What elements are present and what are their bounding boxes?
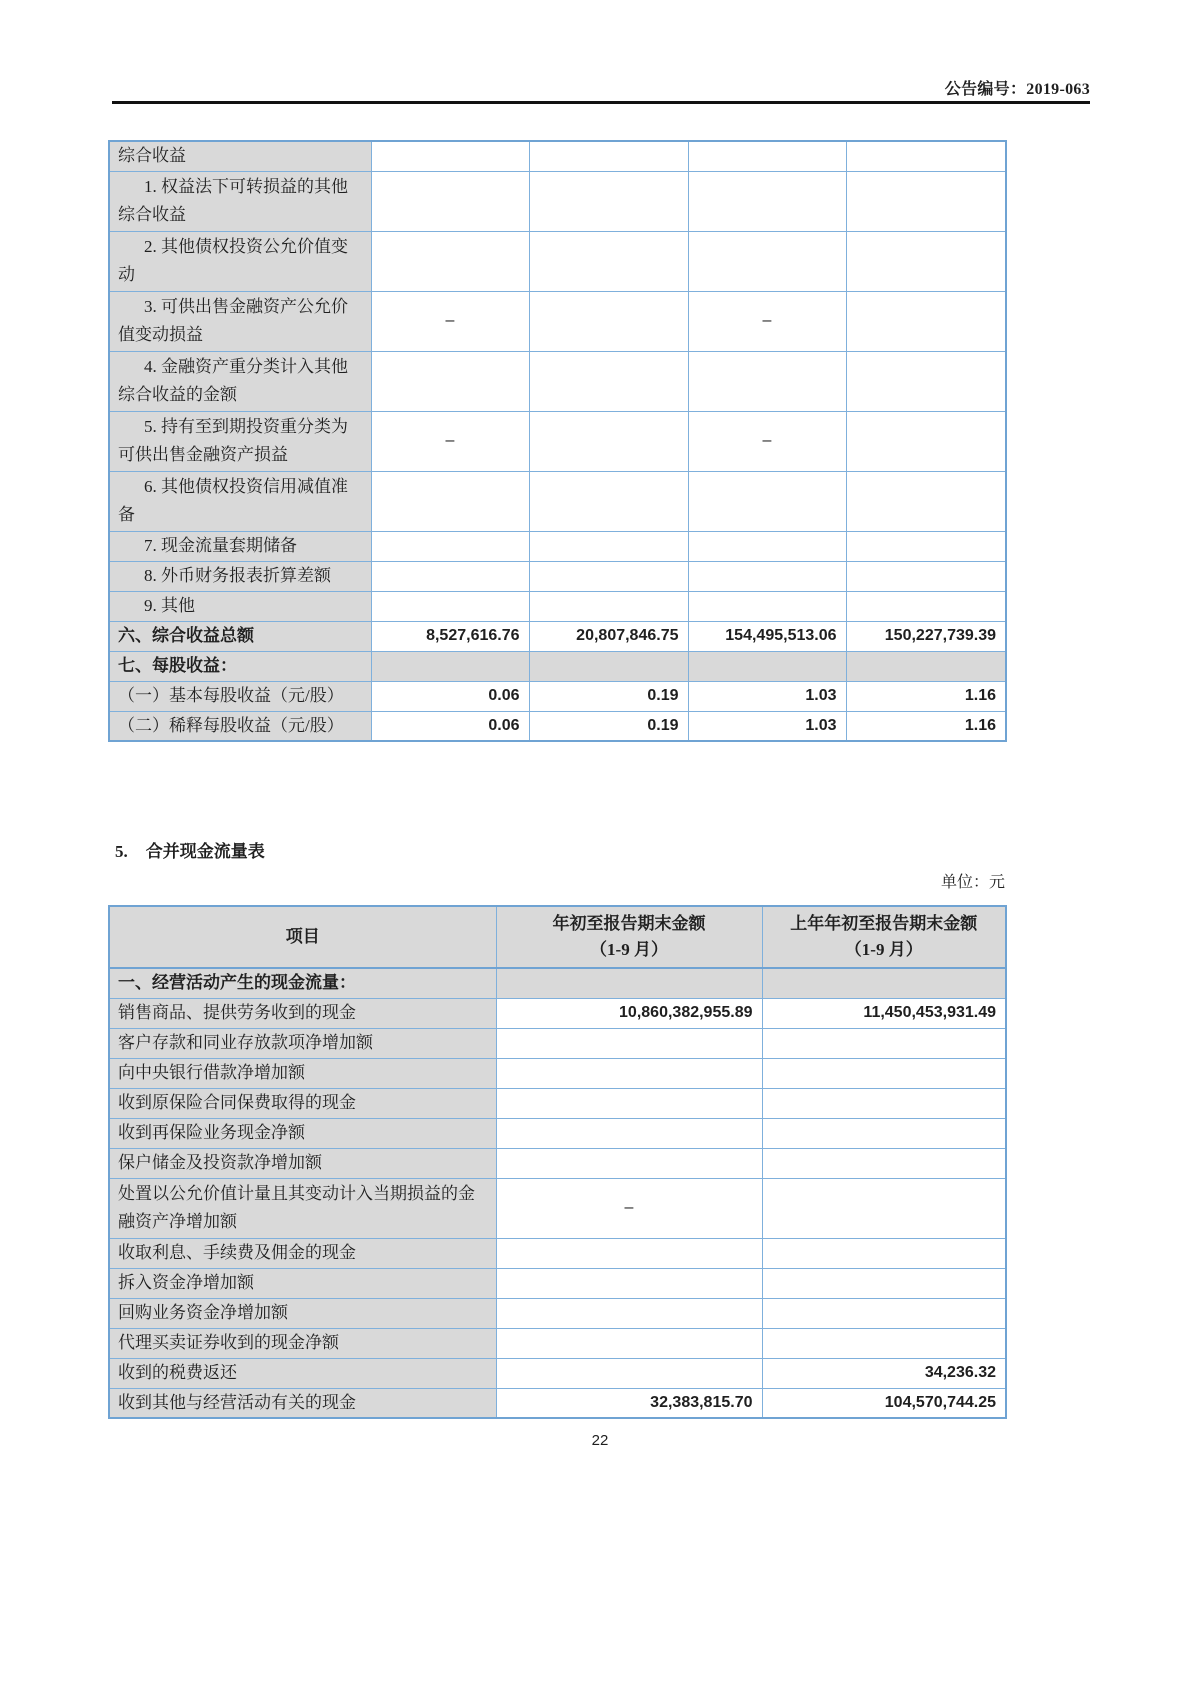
value-cell: [846, 591, 1006, 621]
table-row: [109, 968, 1006, 998]
value-cell: 154,495,513.06: [688, 621, 846, 651]
table-row: [109, 171, 1006, 231]
value-cell: 0.19: [529, 681, 688, 711]
cashflow-table-header: [109, 906, 1006, 968]
row-label-cell: 客户存款和同业存放款项净增加额: [109, 1028, 496, 1058]
row-label-cell: 收到的税费返还: [109, 1358, 496, 1388]
value-cell: 104,570,744.25: [762, 1388, 1006, 1418]
value-cell: [529, 171, 688, 231]
table-row: [109, 1118, 1006, 1148]
row-label-cell: 5. 持有至到期投资重分类为可供出售金融资产损益: [109, 411, 371, 471]
row-label-cell: 六、综合收益总额: [109, 621, 371, 651]
row-label-cell: 6. 其他债权投资信用减值准备: [109, 471, 371, 531]
value-cell: [688, 531, 846, 561]
value-cell: [529, 141, 688, 171]
value-cell: [529, 411, 688, 471]
value-cell: –: [371, 411, 529, 471]
table-row: [109, 561, 1006, 591]
value-cell: [846, 471, 1006, 531]
value-cell: 10,860,382,955.89: [496, 998, 762, 1028]
table-row: [109, 591, 1006, 621]
value-cell: [846, 561, 1006, 591]
value-cell: 8,527,616.76: [371, 621, 529, 651]
value-cell: [496, 1088, 762, 1118]
value-cell: [496, 1058, 762, 1088]
table-row: [109, 1028, 1006, 1058]
table-row: [109, 1088, 1006, 1118]
value-cell: [371, 531, 529, 561]
table-row: [109, 681, 1006, 711]
row-label-cell: 保户储金及投资款净增加额: [109, 1148, 496, 1178]
value-cell: [762, 1238, 1006, 1268]
table-row: [109, 711, 1006, 741]
notice-number: 公告编号：2019-063: [944, 81, 1090, 98]
value-cell: 1.16: [846, 711, 1006, 741]
value-cell: [688, 651, 846, 681]
value-cell: [371, 171, 529, 231]
value-cell: [496, 1328, 762, 1358]
value-cell: –: [688, 291, 846, 351]
row-label-cell: 拆入资金净增加额: [109, 1268, 496, 1298]
table-row: [109, 1298, 1006, 1328]
value-cell: [846, 141, 1006, 171]
value-cell: [762, 1148, 1006, 1178]
value-cell: [529, 351, 688, 411]
value-cell: 0.06: [371, 681, 529, 711]
value-cell: [762, 1028, 1006, 1058]
value-cell: [371, 561, 529, 591]
table-row: [109, 1358, 1006, 1388]
row-label-cell: 收取利息、手续费及佣金的现金: [109, 1238, 496, 1268]
value-cell: 0.06: [371, 711, 529, 741]
value-cell: [846, 651, 1006, 681]
value-cell: [371, 141, 529, 171]
section-title: [115, 837, 265, 862]
row-label-cell: 8. 外币财务报表折算差额: [109, 561, 371, 591]
value-cell: [496, 1148, 762, 1178]
value-cell: [846, 531, 1006, 561]
row-label-cell: 向中央银行借款净增加额: [109, 1058, 496, 1088]
table-row: [109, 1178, 1006, 1238]
value-cell: [496, 1298, 762, 1328]
row-label-cell: 3. 可供出售金融资产公允价值变动损益: [109, 291, 371, 351]
table-row: [109, 1388, 1006, 1418]
row-label-cell: 处置以公允价值计量且其变动计入当期损益的金融资产净增加额: [109, 1178, 496, 1238]
value-cell: [762, 1058, 1006, 1088]
value-cell: [371, 471, 529, 531]
value-cell: [846, 171, 1006, 231]
value-cell: [846, 231, 1006, 291]
value-cell: [496, 1238, 762, 1268]
value-cell: [496, 1028, 762, 1058]
value-cell: 32,383,815.70: [496, 1388, 762, 1418]
row-label-cell: 9. 其他: [109, 591, 371, 621]
table-row: [109, 651, 1006, 681]
value-cell: 0.19: [529, 711, 688, 741]
value-cell: [762, 1088, 1006, 1118]
row-label-cell: 综合收益: [109, 141, 371, 171]
row-label-cell: 收到再保险业务现金净额: [109, 1118, 496, 1148]
row-label-cell: 收到原保险合同保费取得的现金: [109, 1088, 496, 1118]
value-cell: 1.03: [688, 681, 846, 711]
header-line: （1-9 月）: [844, 940, 923, 959]
row-label-cell: （二）稀释每股收益（元/股）: [109, 711, 371, 741]
table-row: [109, 1148, 1006, 1178]
section-title-text: 合并现金流量表: [145, 842, 265, 861]
value-cell: [371, 591, 529, 621]
value-cell: 150,227,739.39: [846, 621, 1006, 651]
value-cell: 11,450,453,931.49: [762, 998, 1006, 1028]
table-row: [109, 531, 1006, 561]
value-cell: 34,236.32: [762, 1358, 1006, 1388]
value-cell: [688, 171, 846, 231]
income-statement-table: [108, 140, 1007, 742]
value-cell: 1.16: [846, 681, 1006, 711]
table-row: [109, 1268, 1006, 1298]
value-cell: [496, 1118, 762, 1148]
value-cell: –: [496, 1178, 762, 1238]
value-cell: [762, 1328, 1006, 1358]
row-label-cell: 收到其他与经营活动有关的现金: [109, 1388, 496, 1418]
row-label-cell: 销售商品、提供劳务收到的现金: [109, 998, 496, 1028]
value-cell: [846, 291, 1006, 351]
table-row: [109, 621, 1006, 651]
value-cell: 1.03: [688, 711, 846, 741]
row-label-cell: 七、每股收益：: [109, 651, 371, 681]
value-cell: [529, 531, 688, 561]
header-cell-prior-period: [762, 906, 1006, 968]
value-cell: [496, 1358, 762, 1388]
page-number: 22: [591, 1432, 609, 1449]
value-cell: [529, 651, 688, 681]
table-row: [109, 998, 1006, 1028]
value-cell: [529, 231, 688, 291]
value-cell: [688, 231, 846, 291]
value-cell: [496, 1268, 762, 1298]
header-cell-current-period: [496, 906, 762, 968]
value-cell: [688, 141, 846, 171]
row-label-cell: 代理买卖证券收到的现金净额: [109, 1328, 496, 1358]
value-cell: [762, 968, 1006, 998]
table-row: [109, 291, 1006, 351]
row-label-cell: （一）基本每股收益（元/股）: [109, 681, 371, 711]
table-row: [109, 1238, 1006, 1268]
value-cell: [762, 1298, 1006, 1328]
unit-label: 单位：元: [940, 874, 1005, 891]
row-label-cell: 1. 权益法下可转损益的其他综合收益: [109, 171, 371, 231]
value-cell: [529, 591, 688, 621]
table-row: [109, 411, 1006, 471]
table-row: [109, 141, 1006, 171]
header-rule: [112, 101, 1090, 104]
row-label-cell: 2. 其他债权投资公允价值变动: [109, 231, 371, 291]
value-cell: [688, 561, 846, 591]
value-cell: 20,807,846.75: [529, 621, 688, 651]
header-line: 年初至报告期末金额: [552, 914, 706, 933]
table-row: [109, 471, 1006, 531]
table-row: [109, 1058, 1006, 1088]
row-label-cell: 回购业务资金净增加额: [109, 1298, 496, 1328]
table-row: [109, 231, 1006, 291]
value-cell: [846, 351, 1006, 411]
table-row: [109, 351, 1006, 411]
value-cell: [762, 1268, 1006, 1298]
table-row: [109, 1328, 1006, 1358]
value-cell: [529, 471, 688, 531]
value-cell: [371, 231, 529, 291]
value-cell: [688, 351, 846, 411]
section-number: 5.: [115, 842, 128, 861]
row-label-cell: 7. 现金流量套期储备: [109, 531, 371, 561]
header-line: 上年年初至报告期末金额: [790, 914, 978, 933]
cashflow-table-body: [109, 968, 1006, 1418]
income-table-body: [109, 141, 1006, 741]
value-cell: [762, 1178, 1006, 1238]
value-cell: [762, 1118, 1006, 1148]
value-cell: [371, 351, 529, 411]
value-cell: [529, 291, 688, 351]
row-label-cell: 一、经营活动产生的现金流量：: [109, 968, 496, 998]
value-cell: –: [371, 291, 529, 351]
value-cell: [688, 591, 846, 621]
value-cell: [529, 561, 688, 591]
value-cell: –: [688, 411, 846, 471]
header-line: （1-9 月）: [590, 940, 668, 959]
value-cell: [688, 471, 846, 531]
table-header-row: [109, 906, 1006, 968]
value-cell: [371, 651, 529, 681]
value-cell: [846, 411, 1006, 471]
header-cell-item: 项目: [109, 906, 496, 968]
cashflow-table: [108, 905, 1007, 1419]
row-label-cell: 4. 金融资产重分类计入其他综合收益的金额: [109, 351, 371, 411]
value-cell: [496, 968, 762, 998]
